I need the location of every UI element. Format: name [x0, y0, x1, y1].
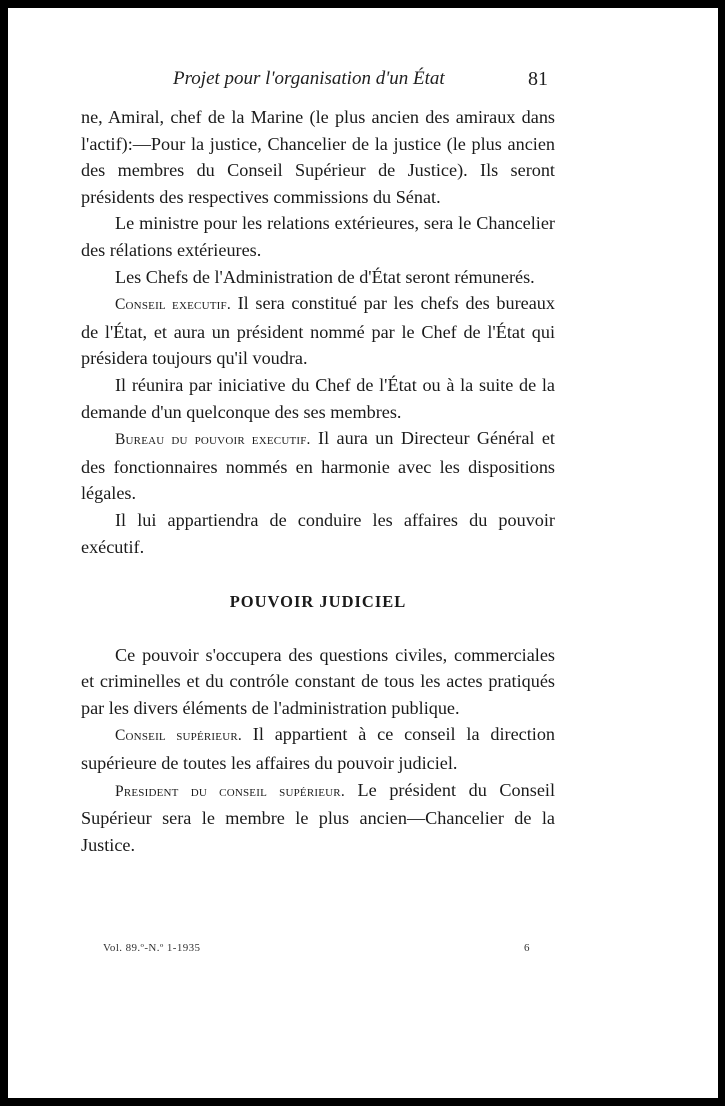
- volume-reference: Vol. 89.º-N.º 1-1935: [103, 942, 201, 954]
- paragraph: ne, Amiral, chef de la Marine (le plus ancien des amiraux dans l'actif):—Pour la justice, Chancelier de la justice (le plus ancien des membres du Conseil Supérieur de Justice). Ils seront présidents des respectives commissions du Sénat.: [81, 107, 555, 207]
- paragraph-text: Le président du Conseil Supérieur sera le membre le plus ancien—Chancelier de la Justice.: [81, 779, 555, 855]
- paragraph: [81, 290, 555, 372]
- paragraph-label: Conseil supérieur.: [115, 727, 242, 745]
- paragraph-text: Il aura un Directeur Général et des fonctionnaires nommés en harmonie avec les dispositions légales.: [81, 428, 555, 504]
- body-text: [81, 104, 555, 858]
- paragraph: Il lui appartiendra de conduire les affaires du pouvoir exécutif.: [81, 509, 555, 557]
- paragraph: Les Chefs de l'Administration de d'État seront rémunerés.: [115, 266, 535, 287]
- paragraph: [81, 777, 555, 859]
- paragraph-text: Il appartient à ce conseil la direction supérieure de toutes les affaires du pouvoir judiciel.: [81, 724, 556, 774]
- paragraph: [81, 425, 555, 507]
- paragraph: Le ministre pour les relations extérieures, sera le Chancelier des rélations extérieures.: [81, 213, 555, 260]
- paragraph-text: Il sera constitué par les chefs des bureaux de l'État, et aura un président nommé par le Chef de l'État qui présidera toujours qu'il voudra.: [81, 293, 555, 369]
- paragraph-label: President du conseil supérieur.: [115, 782, 345, 800]
- paragraph-label: Bureau du pouvoir executif.: [115, 431, 311, 449]
- paragraph: [81, 721, 555, 776]
- document-page: [8, 8, 718, 1098]
- running-title: Projet pour l'organisation d'un État: [173, 68, 445, 89]
- page-header: [8, 68, 718, 98]
- section-heading: POUVOIR JUDICIEL: [229, 592, 407, 612]
- page-footer: [8, 942, 718, 962]
- paragraph: Il réunira par iniciative du Chef de l'État ou à la suite de la demande d'un quelconque des ses membres.: [81, 374, 555, 422]
- paragraph-label: Conseil executif.: [115, 296, 231, 314]
- paragraph: Ce pouvoir s'occupera des questions civiles, commerciales et criminelles et du contróle constant de tous les actes pratiqués par les divers éléments de l'administration publique.: [81, 644, 555, 718]
- signature-mark: 6: [524, 942, 530, 954]
- page-number: 81: [528, 68, 548, 90]
